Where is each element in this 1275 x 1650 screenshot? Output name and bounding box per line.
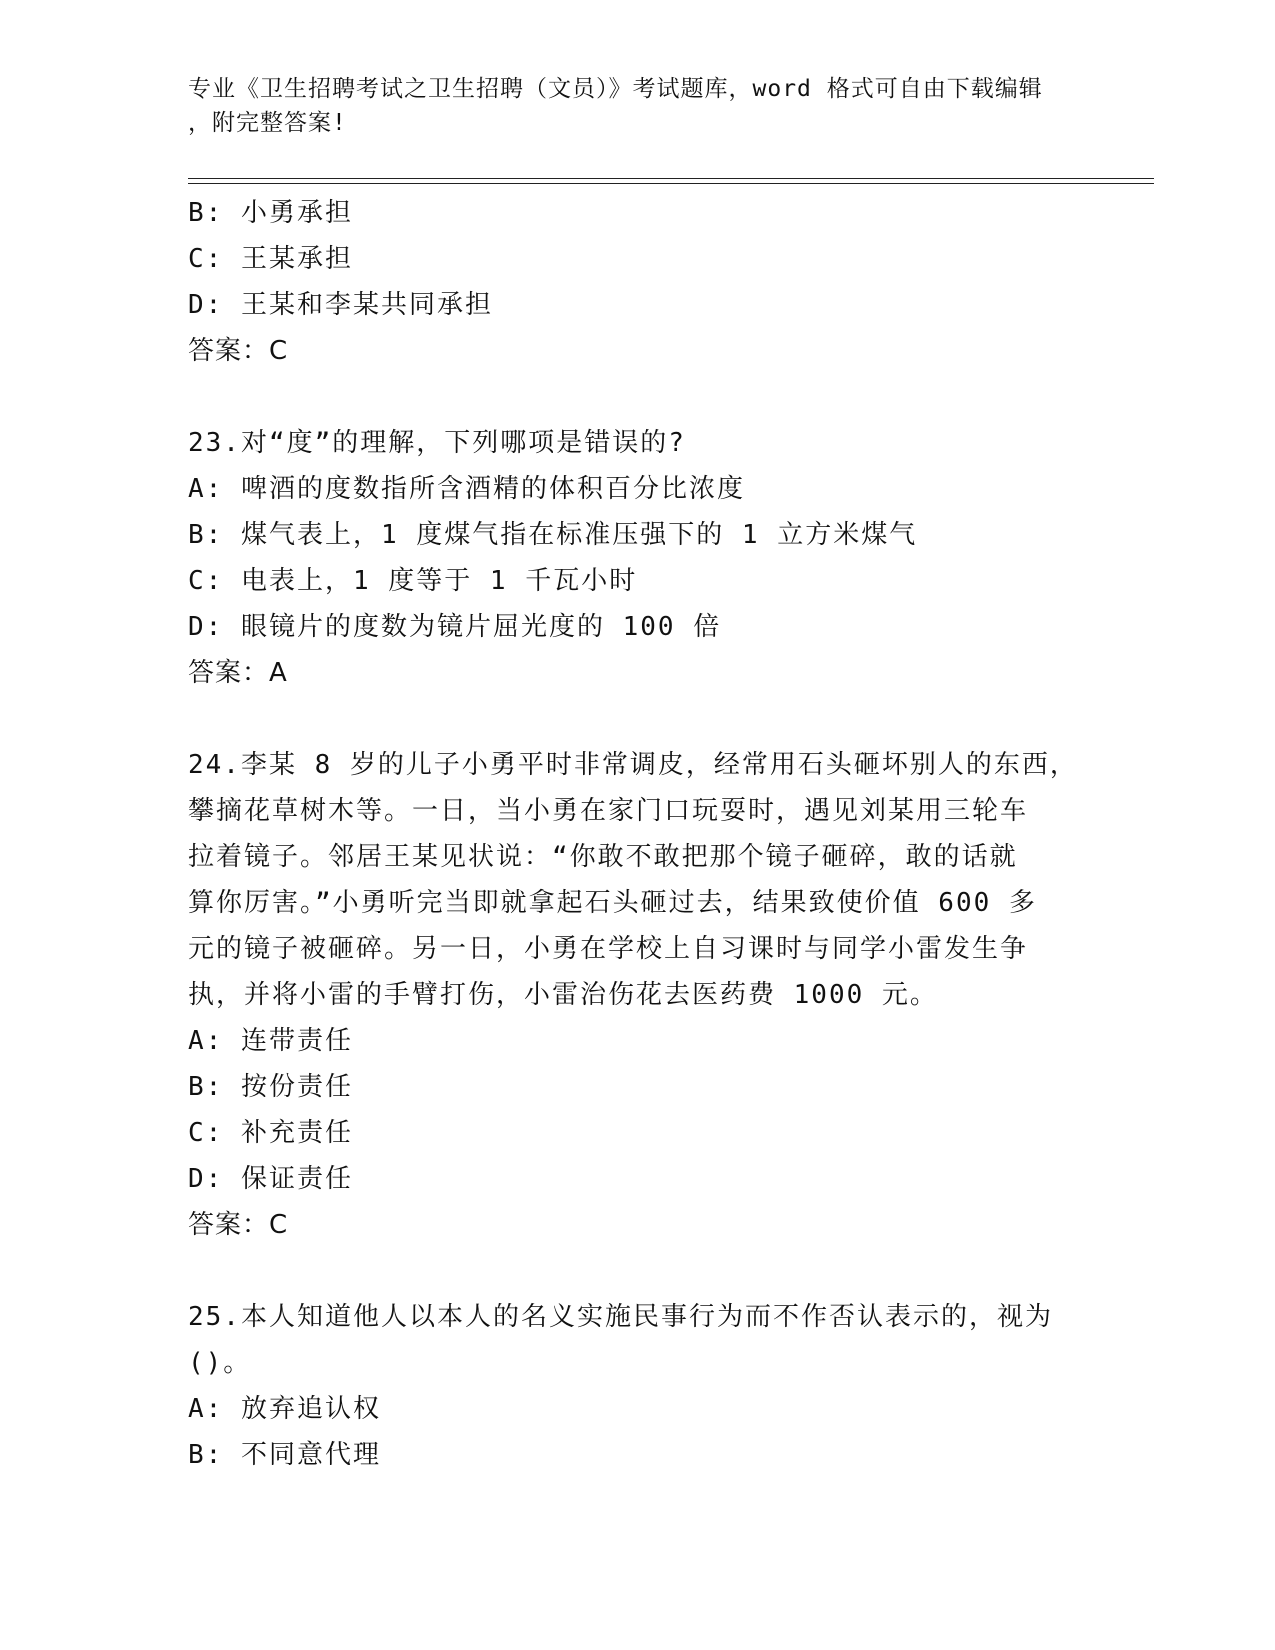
option-b: B: 按份责任 [188,1072,353,1102]
option-b: B: 小勇承担 [188,198,353,228]
option-d: D: 王某和李某共同承担 [188,290,493,320]
question-text-line: 元的镜子被砸碎。另一日，小勇在学校上自习课时与同学小雷发生争 [188,934,1029,964]
question-text-line: ()。 [188,1348,252,1378]
answer: 答案：C [188,336,289,366]
option-a: A: 连带责任 [188,1026,353,1056]
question-24 [188,742,1088,1248]
option-d: D: 眼镜片的度数为镜片屈光度的 100 倍 [188,612,722,642]
spacer [188,374,1088,420]
question-list [188,190,1088,1478]
answer: 答案：A [188,658,288,688]
option-c: C: 补充责任 [188,1118,353,1148]
question-text-line: 攀摘花草树木等。一日，当小勇在家门口玩耍时，遇见刘某用三轮车 [188,796,1029,826]
document-header [188,72,1088,140]
option-a: A: 啤酒的度数指所含酒精的体积百分比浓度 [188,474,745,504]
question-text-line: 拉着镜子。邻居王某见状说：“你敢不敢把那个镜子砸碎，敢的话就 [188,842,1018,872]
header-line-2: ，附完整答案! [188,110,347,136]
question-text-line: 24.李某 8 岁的儿子小勇平时非常调皮，经常用石头砸坏别人的东西， [188,750,1078,780]
option-b: B: 不同意代理 [188,1440,381,1470]
header-divider-top [188,178,1154,179]
question-23 [188,420,1088,696]
header-line-1: 专业《卫生招聘考试之卫生招聘（文员）》考试题库，word 格式可自由下载编辑 [188,76,1043,102]
answer: 答案：C [188,1210,289,1240]
option-c: C: 电表上，1 度等于 1 千瓦小时 [188,566,638,596]
question-text: 23.对“度”的理解，下列哪项是错误的? [188,428,686,458]
option-b: B: 煤气表上，1 度煤气指在标准压强下的 1 立方米煤气 [188,520,918,550]
question-25 [188,1294,1088,1478]
question-text-line: 执，并将小雷的手臂打伤，小雷治伤花去医药费 1000 元。 [188,980,938,1010]
option-a: A: 放弃追认权 [188,1394,381,1424]
header-divider-bottom [188,183,1154,184]
spacer [188,1248,1088,1294]
question-text-line: 25.本人知道他人以本人的名义实施民事行为而不作否认表示的，视为 [188,1302,1053,1332]
option-c: C: 王某承担 [188,244,353,274]
spacer [188,696,1088,742]
question-text-line: 算你厉害。”小勇听完当即就拿起石头砸过去，结果致使价值 600 多 [188,888,1037,918]
option-d: D: 保证责任 [188,1164,353,1194]
question-22 [188,190,1088,374]
